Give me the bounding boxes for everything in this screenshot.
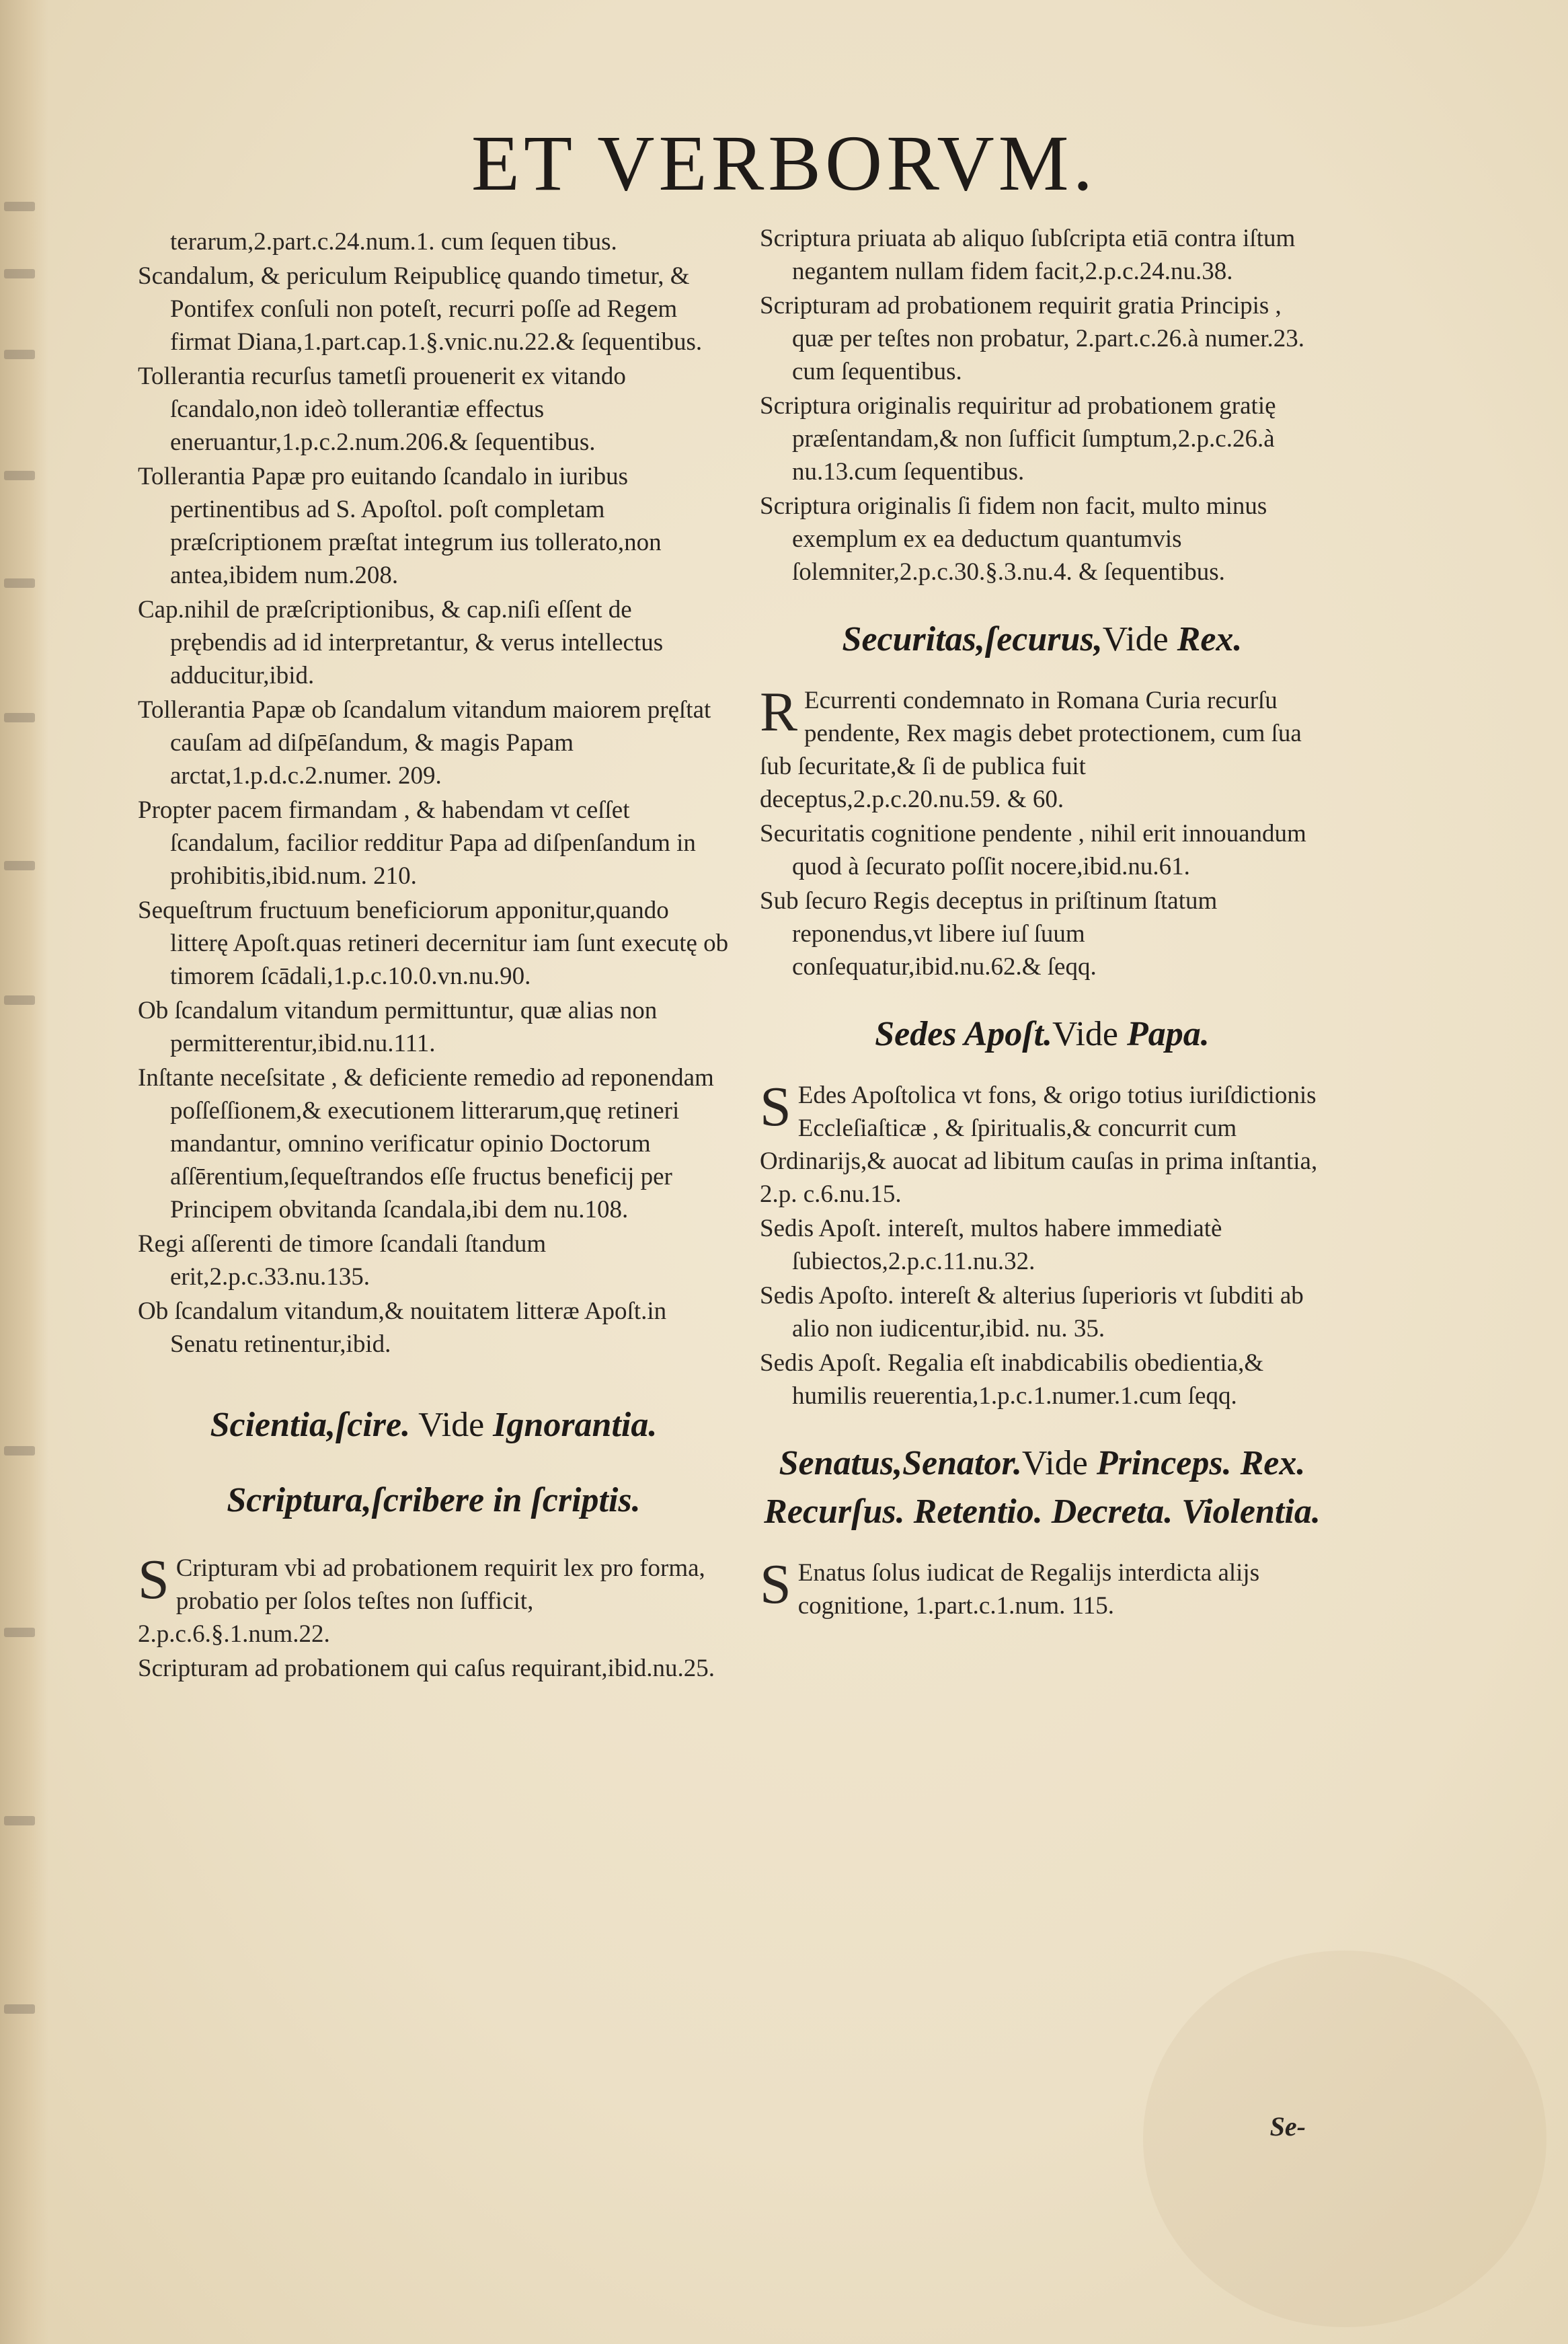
drop-cap: S: [138, 1548, 169, 1611]
section-heading-senatus: [760, 1439, 1325, 1536]
index-entry: Tollerantia recurſus tametſi prouenerit ex vitando ſcandalo,non ideò tollerantiæ effectus eneruantur,1.p.c.2.num.206.& ſequentibus.: [138, 363, 626, 456]
index-entry-first: [760, 1553, 1325, 1622]
heading-vide: Vide: [410, 1406, 494, 1444]
heading-term: Senatus,Senator.: [779, 1444, 1022, 1482]
heading-term: Sedes Apoſt.: [875, 1015, 1053, 1053]
right-column: [760, 222, 1325, 1624]
running-head: ET VERBORVM.: [471, 119, 1097, 207]
heading-term: Scientia,ſcire.: [210, 1406, 411, 1444]
heading-vide: Vide: [1021, 1444, 1097, 1482]
drop-cap: R: [760, 681, 798, 743]
index-entry: Tollerantia Papæ ob ſcandalum vitandum maiorem pręſtat cauſam ad diſpēſandum, & magis Papam arctat,1.p.d.c.2.numer. 209.: [138, 696, 711, 790]
section-heading-sedes: [760, 1010, 1325, 1059]
index-entry: Securitatis cognitione pendente , nihil erit innouandum quod à ſecurato poſſit nocere,ibid.nu.61.: [760, 820, 1306, 880]
paper-stain: [1143, 1951, 1546, 2327]
index-entry: Propter pacem firmandam , & habendam vt ceſſet ſcandalum, facilior redditur Papa ad diſpenſandum in prohibitis,ibid.num. 210.: [138, 796, 696, 890]
index-entry: Scripturam ad probationem requirit gratia Principis , quæ per teſtes non probatur, 2.part.c.26.à numer.23. cum ſequentibus.: [760, 292, 1304, 385]
section-heading-scriptura: [138, 1476, 730, 1525]
heading-vide: Vide: [1052, 1015, 1128, 1053]
index-entry: Scripturam ad probationem qui caſus requirant,ibid.nu.25.: [138, 1655, 715, 1682]
heading-crossref: Papa.: [1127, 1015, 1210, 1053]
entry-text: Cripturam vbi ad probationem requirit lex pro forma, probatio per ſolos teſtes non ſufficit, 2.p.c.6.§.1.num.22.: [138, 1554, 705, 1648]
gutter-bleed-mark: [4, 2004, 35, 2014]
index-entry: Sedis Apoſto. intereſt & alterius ſuperioris vt ſubditi ab alio non iudicentur,ibid. nu. 35.: [760, 1282, 1304, 1343]
index-entry: terarum,2.part.c.24.num.1. cum ſequen tibus.: [170, 228, 617, 256]
index-entry: Cap.nihil de præſcriptionibus, & cap.niſi eſſent de prębendis ad id interpretantur, & verus intellectus adducitur,ibid.: [138, 596, 664, 689]
gutter-bleed-mark: [4, 1628, 35, 1637]
heading-vide: Vide: [1102, 620, 1177, 658]
index-entry: Regi aſſerenti de timore ſcandali ſtandum erit,2.p.c.33.nu.135.: [138, 1230, 547, 1291]
drop-cap: S: [760, 1075, 791, 1138]
index-entry: Scriptura originalis ſi fidem non facit, multo minus exemplum ex ea deductum quantumvis ſolemniter,2.p.c.30.§.3.nu.4. & ſequentibus.: [760, 492, 1267, 586]
gutter-bleed-mark: [4, 861, 35, 870]
index-entry-first: [760, 1075, 1325, 1211]
index-entry-first: [138, 1548, 730, 1651]
entry-text: Edes Apoſtolica vt fons, & origo totius iuriſdictionis Eccleſiaſticæ , & ſpiritualis,& concurrit cum Ordinarijs,& auocat ad libitum cauſas in prima inſtantia, 2.p. c.6.nu.15.: [760, 1082, 1318, 1208]
gutter-bleed-mark: [4, 269, 35, 278]
entry-text: Enatus ſolus iudicat de Regalijs interdicta alijs cognitione, 1.part.c.1.num. 115.: [797, 1559, 1260, 1620]
index-entry: Scriptura originalis requiritur ad probationem gratię præſentandam,& non ſufficit ſumptum,2.p.c.26.à nu.13.cum ſequentibus.: [760, 392, 1276, 486]
index-entry: Sequeſtrum fructuum beneficiorum apponitur,quando litterę Apoſt.quas retineri decernitur iam ſunt executę ob timorem ſcādali,1.p.c.10.0.vn.nu.90.: [138, 897, 729, 990]
index-entry-first: [760, 681, 1325, 816]
gutter-bleed-mark: [4, 1446, 35, 1455]
index-entry: Scriptura priuata ab aliquo ſubſcripta etiā contra iſtum negantem nullam fidem facit,2.p.c.24.nu.38.: [760, 225, 1296, 285]
index-entry: Sedis Apoſt. Regalia eſt inabdicabilis obedientia,& humilis reuerentia,1.p.c.1.numer.1.cum ſeqq.: [760, 1349, 1264, 1410]
gutter-bleed-mark: [4, 578, 35, 588]
heading-term: Scriptura,ſcribere in ſcriptis.: [227, 1481, 641, 1519]
index-entry: Sub ſecuro Regis deceptus in priſtinum ſtatum reponendus,vt libere iuſ ſuum conſequatur,ibid.nu.62.& ſeqq.: [760, 887, 1218, 981]
gutter-bleed-mark: [4, 995, 35, 1005]
gutter-bleed-mark: [4, 1816, 35, 1825]
heading-crossref: Ignorantia.: [493, 1406, 658, 1444]
index-entry: Scandalum, & periculum Reipublicę quando timetur, & Pontifex conſuli non poteſt, recurri poſſe ad Regem firmat Diana,1.part.cap.1.§.vnic.nu.22.& ſequentibus.: [138, 262, 703, 356]
index-entry: Inſtante neceſsitate , & deficiente remedio ad reponendam poſſeſſionem,& executionem litterarum,quę retineri mandantur, omnino verificatur opinio Doctorum aſſērentium,ſequeſtrandos eſſe fructus beneficij per Principem obvitanda ſcandala,ibi dem nu.108.: [138, 1064, 714, 1223]
heading-crossref: Princeps. Rex. Recurſus. Retentio. Decreta. Violentia.: [764, 1444, 1321, 1531]
drop-cap: S: [760, 1553, 791, 1616]
heading-crossref: Rex.: [1177, 620, 1243, 658]
gutter-bleed-mark: [4, 471, 35, 480]
index-entry: Sedis Apoſt. intereſt, multos habere immediatè ſubiectos,2.p.c.11.nu.32.: [760, 1215, 1222, 1275]
section-heading-scientia: [138, 1401, 730, 1449]
index-entry: Tollerantia Papæ pro euitando ſcandalo in iuribus pertinentibus ad S. Apoſtol. poſt completam præſcriptionem præſtat integrum ius tollerato,non antea,ibidem num.208.: [138, 463, 662, 589]
index-entry: Ob ſcandalum vitandum,& nouitatem litteræ Apoſt.in Senatu retinentur,ibid.: [138, 1297, 667, 1358]
left-column: [138, 225, 730, 1686]
gutter-bleed-mark: [4, 713, 35, 722]
section-heading-securitas: [760, 615, 1325, 664]
index-entry: Ob ſcandalum vitandum permittuntur, quæ alias non permitterentur,ibid.nu.111.: [138, 997, 658, 1057]
heading-term: Securitas,ſecurus,: [842, 620, 1103, 658]
binding-gutter: [0, 0, 48, 2344]
catchword: Se-: [1269, 2111, 1306, 2142]
entry-text: Ecurrenti condemnato in Romana Curia recurſu pendente, Rex magis debet protectionem, cum ſua ſub ſecuritate,& ſi de publica fuit deceptus,2.p.c.20.nu.59. & 60.: [760, 687, 1302, 813]
gutter-bleed-mark: [4, 350, 35, 359]
